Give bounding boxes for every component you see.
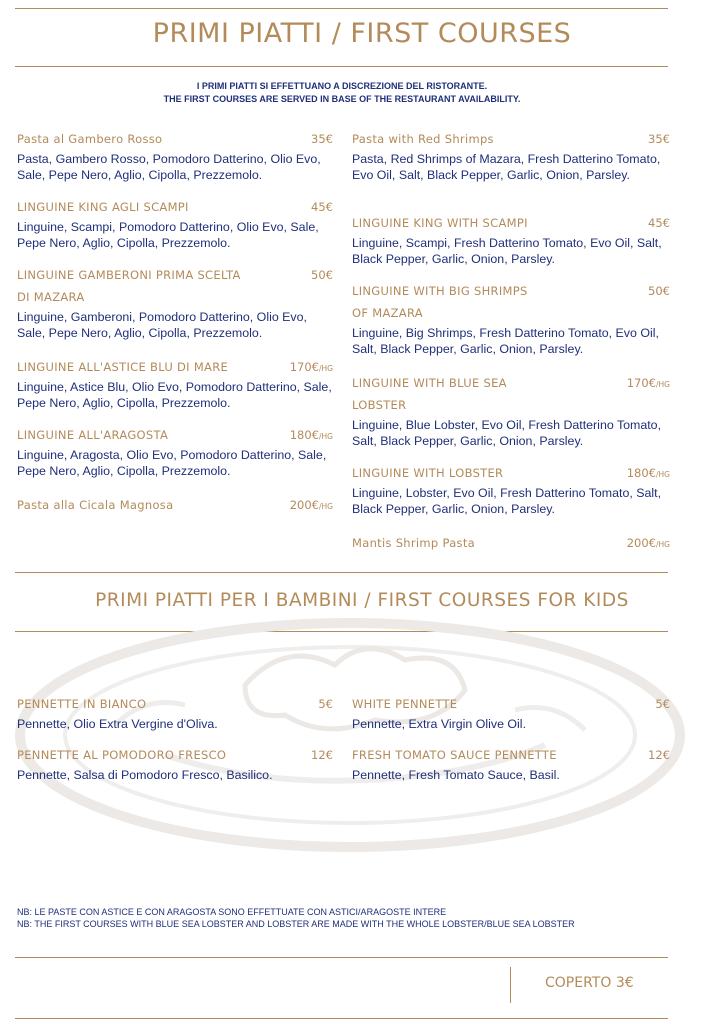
- dish-description: Linguine, Big Shrimps, Fresh Datterino Tomato, Evo Oil, Salt, Black Pepper, Garlic, Onion, Parsley.: [352, 326, 659, 356]
- price-value: 12€: [648, 748, 670, 762]
- dish-description: Linguine, Scampi, Fresh Datterino Tomato, Evo Oil, Salt, Black Pepper, Garlic, Onion, Parsley.: [352, 236, 662, 266]
- menu-item: [352, 284, 670, 357]
- menu-item: [17, 498, 333, 514]
- notice-en: THE FIRST COURSES ARE SERVED IN BASE OF THE RESTAURANT AVAILABILITY.: [163, 94, 521, 104]
- price-value: 170€: [289, 360, 320, 374]
- menu-item: [17, 428, 333, 479]
- dish-price: [627, 376, 670, 390]
- menu-item: [352, 536, 670, 552]
- price-value: 180€: [626, 466, 657, 480]
- dish-name-continued: OF MAZARA: [352, 306, 423, 320]
- menu-item-header: [352, 748, 670, 764]
- menu-item: [352, 748, 670, 783]
- price-unit: /HG: [656, 470, 670, 479]
- price-value: 180€: [289, 428, 320, 442]
- price-value: 50€: [311, 268, 333, 282]
- dish-price: [290, 428, 333, 442]
- dish-price: [655, 697, 670, 711]
- dish-name: LINGUINE WITH LOBSTER: [352, 466, 504, 480]
- dish-price: [627, 466, 670, 480]
- price-value: 45€: [648, 216, 670, 230]
- menu-item-header: [17, 132, 333, 148]
- menu-item-header: [17, 268, 333, 284]
- menu-item: [17, 697, 333, 732]
- menu-item: [352, 216, 670, 267]
- dish-name: LINGUINE KING AGLI SCAMPI: [17, 200, 189, 214]
- dish-description: Pennette, Olio Extra Vergine d'Oliva.: [17, 717, 218, 731]
- dish-description: Linguine, Blue Lobster, Evo Oil, Fresh Datterino Tomato, Salt, Black Pepper, Garlic, Onion, Parsley.: [352, 418, 662, 448]
- dish-price: [311, 748, 333, 762]
- menu-item: [17, 132, 333, 183]
- dish-name: Pasta with Red Shrimps: [352, 132, 494, 146]
- menu-item-header: [352, 216, 670, 232]
- title-rule: [15, 66, 668, 67]
- menu-item-header: [352, 466, 670, 482]
- dish-price: [290, 498, 333, 512]
- price-value: 35€: [311, 132, 333, 146]
- menu-item: [17, 200, 333, 251]
- kids-top-rule: [15, 572, 668, 573]
- menu-item-header: [17, 428, 333, 444]
- page-title: PRIMI PIATTI / FIRST COURSES: [152, 18, 572, 49]
- price-value: 12€: [311, 748, 333, 762]
- price-value: 5€: [655, 697, 670, 711]
- dish-price: [648, 216, 670, 230]
- dish-description: Pasta, Gambero Rosso, Pomodoro Datterino, Olio Evo, Sale, Pepe Nero, Aglio, Cipolla, Prezzemolo.: [17, 152, 321, 182]
- menu-item: [352, 697, 670, 732]
- dish-name: LINGUINE WITH BLUE SEA: [352, 376, 507, 390]
- menu-item-header: [352, 536, 670, 552]
- menu-item-header: [352, 284, 670, 300]
- dish-price: [318, 697, 333, 711]
- menu-item: [17, 360, 333, 411]
- dish-description: Pennette, Extra Virgin Olive Oil.: [352, 717, 527, 731]
- notice-it: I PRIMI PIATTI SI EFFETTUANO A DISCREZIONE DEL RISTORANTE.: [196, 81, 488, 91]
- dish-name-continued: DI MAZARA: [17, 290, 85, 304]
- menu-item-header: [17, 498, 333, 514]
- dish-price: [311, 132, 333, 146]
- footer-rule: [15, 957, 668, 958]
- dish-name: WHITE PENNETTE: [352, 697, 458, 711]
- price-unit: /HG: [319, 502, 333, 511]
- price-value: 35€: [648, 132, 670, 146]
- dish-name: Pasta al Gambero Rosso: [17, 132, 163, 146]
- menu-item-header: [17, 697, 333, 713]
- menu-item-header: [17, 748, 333, 764]
- dish-name: Pasta alla Cicala Magnosa: [17, 498, 174, 512]
- price-unit: /HG: [656, 540, 670, 549]
- price-value: 5€: [318, 697, 333, 711]
- menu-item: [352, 466, 670, 517]
- kids-title: PRIMI PIATTI PER I BAMBINI / FIRST COURSES FOR KIDS: [95, 590, 629, 611]
- price-value: 200€: [626, 536, 657, 550]
- menu-item-header: [17, 200, 333, 216]
- price-value: 50€: [648, 284, 670, 298]
- menu-item-header: [352, 376, 670, 392]
- dish-price: [648, 132, 670, 146]
- menu-item: [352, 132, 670, 183]
- dish-name: LINGUINE WITH BIG SHRIMPS: [352, 284, 528, 298]
- dish-price: [648, 748, 670, 762]
- dish-name-continued: LOBSTER: [352, 398, 407, 412]
- menu-item-header: [352, 132, 670, 148]
- dish-name: LINGUINE KING WITH SCAMPI: [352, 216, 528, 230]
- dish-description: Pennette, Salsa di Pomodoro Fresco, Basilico.: [17, 768, 273, 782]
- dish-name: FRESH TOMATO SAUCE PENNETTE: [352, 748, 557, 762]
- price-value: 200€: [289, 498, 320, 512]
- menu-item-header: [17, 360, 333, 376]
- price-unit: /HG: [319, 432, 333, 441]
- dish-name: PENNETTE IN BIANCO: [17, 697, 147, 711]
- dish-price: [290, 360, 333, 374]
- dish-description: Linguine, Lobster, Evo Oil, Fresh Datterino Tomato, Salt, Black Pepper, Garlic, Onion, Parsley.: [352, 486, 662, 516]
- dish-name: LINGUINE ALL'ASTICE BLU DI MARE: [17, 360, 229, 374]
- dish-price: [627, 536, 670, 550]
- plate-watermark-icon: [15, 615, 685, 855]
- menu-item-header: [352, 697, 670, 713]
- price-unit: /HG: [656, 380, 670, 389]
- price-unit: /HG: [319, 364, 333, 373]
- dish-description: Linguine, Aragosta, Olio Evo, Pomodoro Datterino, Sale, Pepe Nero, Aglio, Cipolla, Prezzemolo.: [17, 448, 327, 478]
- menu-item: [17, 748, 333, 783]
- dish-description: Linguine, Scampi, Pomodoro Datterino, Olio Evo, Sale, Pepe Nero, Aglio, Cipolla, Prezzemolo.: [17, 220, 319, 250]
- price-value: 45€: [311, 200, 333, 214]
- menu-item: [17, 268, 333, 341]
- menu-item: [352, 376, 670, 449]
- dish-price: [311, 268, 333, 282]
- footer-divider: [510, 967, 511, 1003]
- note-it: NB: LE PASTE CON ASTICE E CON ARAGOSTA SONO EFFETTUATE CON ASTICI/ARAGOSTE INTERE: [17, 907, 447, 917]
- dish-price: [648, 284, 670, 298]
- dish-name: PENNETTE AL POMODORO FRESCO: [17, 748, 227, 762]
- dish-description: Linguine, Gamberoni, Pomodoro Datterino, Olio Evo, Sale, Pepe Nero, Aglio, Cipolla, Prezzemolo.: [17, 310, 307, 340]
- dish-description: Linguine, Astice Blu, Olio Evo, Pomodoro Datterino, Sale, Pepe Nero, Aglio, Cipolla, Prezzemolo.: [17, 380, 332, 410]
- dish-name: Mantis Shrimp Pasta: [352, 536, 475, 550]
- price-value: 170€: [626, 376, 657, 390]
- bottom-rule: [15, 1018, 668, 1019]
- cover-charge: COPERTO 3€: [545, 975, 634, 991]
- top-rule: [15, 8, 668, 9]
- dish-description: Pennette, Fresh Tomato Sauce, Basil.: [352, 768, 560, 782]
- dish-name: LINGUINE GAMBERONI PRIMA SCELTA: [17, 268, 241, 282]
- dish-price: [311, 200, 333, 214]
- dish-description: Pasta, Red Shrimps of Mazara, Fresh Datterino Tomato, Evo Oil, Salt, Black Pepper, Garlic, Onion, Parsley.: [352, 152, 661, 182]
- dish-name: LINGUINE ALL'ARAGOSTA: [17, 428, 169, 442]
- note-en: NB: THE FIRST COURSES WITH BLUE SEA LOBSTER AND LOBSTER ARE MADE WITH THE WHOLE LOBSTER/BLUE SEA LOBSTER: [17, 919, 575, 929]
